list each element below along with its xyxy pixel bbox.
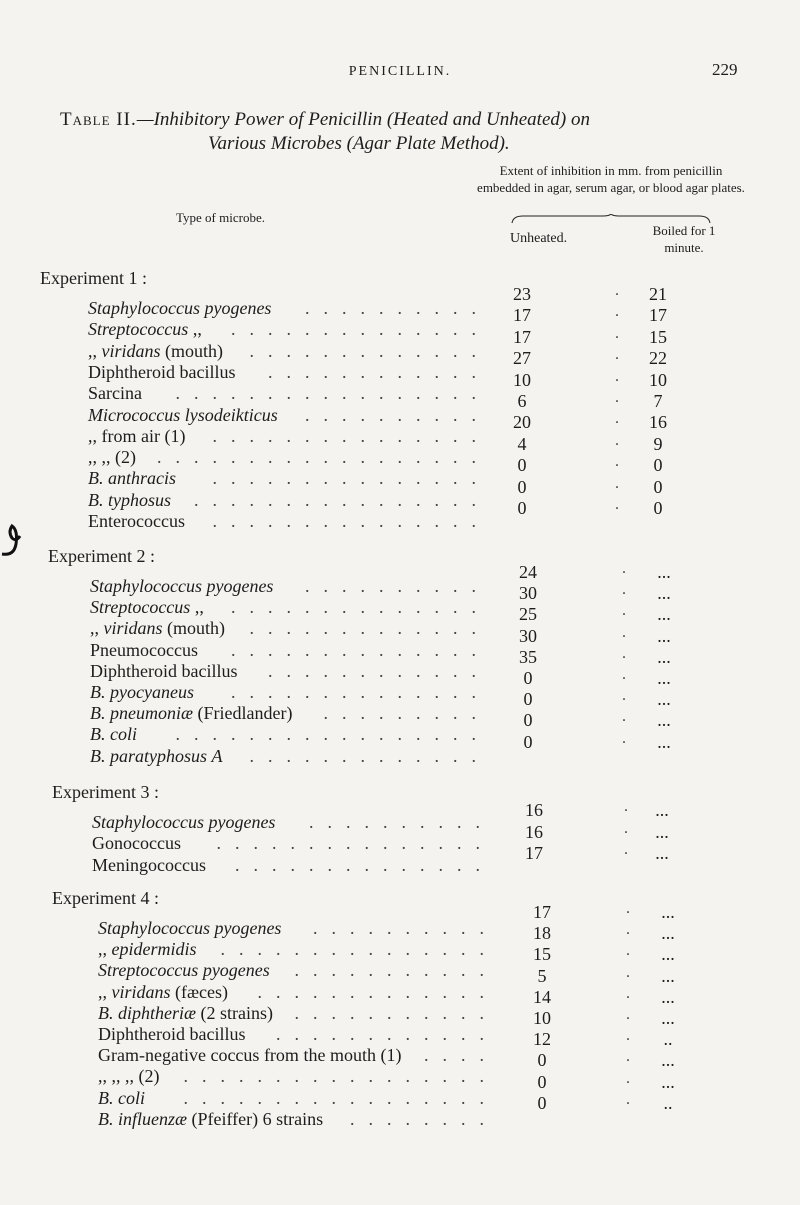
dot-leader: ................ — [194, 489, 490, 510]
value-boiled: ... — [657, 668, 671, 688]
value-unheated: 16 — [525, 821, 543, 842]
table-row — [90, 597, 490, 619]
table-row — [98, 918, 498, 940]
microbe-name: ,, ,, (2) — [88, 447, 136, 468]
value-boiled: ... — [661, 1008, 675, 1028]
microbe-name: Staphylococcus pyogenes — [98, 918, 282, 938]
microbe-name: Diphtheroid bacillus — [90, 660, 238, 681]
experiment-heading: Experiment 1 : — [40, 268, 147, 288]
table-row — [90, 576, 490, 598]
separator-dot: . — [622, 666, 626, 683]
separator-dot: . — [626, 1090, 630, 1108]
dot-leader: ............ — [268, 660, 490, 681]
value-unheated: 17 — [533, 902, 551, 922]
separator-dot: . — [624, 819, 628, 837]
microbe-name: ,, from air (1) — [88, 425, 186, 446]
value-unheated: 18 — [533, 923, 551, 944]
value-boiled: ... — [661, 965, 675, 986]
value-unheated: 30 — [519, 583, 537, 604]
value-unheated: 0 — [523, 689, 533, 710]
separator-dot: . — [626, 984, 630, 1002]
table-row — [92, 855, 494, 877]
dot-leader: .............. — [231, 319, 490, 340]
value-unheated: 24 — [519, 562, 537, 582]
value-boiled: ... — [657, 562, 671, 582]
value-unheated: 5 — [537, 965, 547, 986]
table-row — [90, 640, 490, 662]
separator-dot: . — [624, 841, 628, 858]
value-unheated: 17 — [525, 843, 543, 863]
separator-dot: . — [626, 1006, 630, 1023]
separator-dot: . — [626, 900, 630, 917]
separator-dot: . — [615, 474, 619, 492]
separator-dot: . — [615, 282, 619, 299]
table-row — [88, 511, 490, 533]
separator-dot: . — [615, 453, 619, 471]
microbe-name: Pneumococcus — [90, 639, 198, 660]
value-unheated: 25 — [519, 604, 537, 625]
value-boiled: .. — [663, 1092, 673, 1113]
table-row — [98, 1109, 498, 1131]
table-row — [90, 724, 490, 746]
table-row — [98, 1024, 498, 1046]
dot-leader: ............. — [257, 981, 498, 1002]
dot-leader: ................. — [175, 724, 490, 745]
value-boiled: 10 — [649, 369, 667, 390]
microbe-name: B. coli — [98, 1087, 145, 1108]
separator-dot: . — [615, 303, 619, 321]
value-unheated: 15 — [533, 944, 551, 965]
separator-dot: . — [622, 602, 626, 620]
microbe-name: Micrococcus lysodeikticus — [88, 404, 278, 425]
column-header-unheated: Unheated. — [510, 231, 568, 246]
separator-dot: . — [626, 921, 630, 939]
microbe-name: Staphylococcus pyogenes — [92, 812, 276, 832]
value-unheated: 0 — [537, 1071, 547, 1092]
separator-dot: . — [615, 431, 619, 449]
page-number: 229 — [712, 60, 738, 79]
value-unheated: 20 — [513, 412, 531, 433]
value-unheated: 12 — [533, 1029, 551, 1050]
value-boiled: ... — [657, 646, 671, 667]
value-boiled: 17 — [649, 305, 667, 326]
microbe-name: ,, viridans (mouth) — [88, 340, 224, 361]
value-boiled: 9 — [653, 433, 663, 454]
value-unheated: 10 — [533, 1008, 551, 1028]
dot-leader: ........ — [350, 1108, 498, 1129]
dot-leader: ............... — [216, 833, 494, 854]
value-unheated: 0 — [523, 710, 533, 731]
separator-dot: . — [622, 623, 626, 641]
dot-leader: ............... — [220, 939, 498, 960]
table-row — [88, 298, 490, 320]
dot-leader: ........... — [294, 1002, 498, 1023]
experiment-heading: Experiment 4 : — [52, 888, 159, 908]
table-row — [92, 833, 494, 855]
table-row — [88, 319, 490, 341]
table-row — [90, 661, 490, 683]
value-unheated: 16 — [525, 800, 543, 820]
dot-leader: .......... — [305, 404, 490, 425]
microbe-name: Streptococcus ,, — [88, 319, 202, 340]
dot-leader: ............. — [249, 618, 490, 639]
value-boiled: ... — [657, 604, 671, 625]
separator-dot: . — [622, 708, 626, 726]
separator-dot: . — [622, 644, 626, 662]
value-unheated: 0 — [523, 731, 533, 752]
table-row — [98, 939, 498, 961]
value-boiled: ... — [661, 1071, 675, 1092]
dot-leader: .......... — [305, 576, 490, 596]
microbe-name: Gram-negative coccus from the mouth (1) — [98, 1045, 402, 1066]
separator-dot: . — [622, 729, 626, 747]
table-row — [88, 468, 490, 490]
microbe-name: ,, viridans (mouth) — [90, 618, 226, 639]
separator-dot: . — [615, 410, 619, 428]
microbe-name: B. anthracis — [88, 468, 177, 489]
table-row — [88, 362, 490, 384]
column-header-boiled: Boiled for 1 minute. — [652, 223, 716, 255]
table-row — [98, 1045, 498, 1067]
value-unheated: 14 — [533, 986, 551, 1007]
value-unheated: 0 — [517, 476, 527, 497]
value-unheated: 23 — [513, 284, 531, 304]
table-row — [98, 960, 498, 982]
microbe-name: ,, viridans (fæces) — [98, 981, 228, 1002]
value-boiled: 21 — [649, 284, 667, 304]
microbe-name: B. diphtheriæ (2 strains) — [98, 1002, 274, 1023]
table-label: Table II. — [60, 109, 137, 130]
separator-dot: . — [622, 560, 626, 577]
dot-leader: ............. — [249, 340, 490, 361]
table-row — [90, 682, 490, 704]
value-boiled: 16 — [649, 412, 667, 433]
table-row — [88, 405, 490, 427]
value-boiled: ... — [655, 821, 669, 842]
separator-dot: . — [626, 1027, 630, 1045]
microbe-name: ,, epidermidis — [98, 939, 197, 960]
microbe-name: B. influenzæ (Pfeiffer) 6 strains — [98, 1108, 324, 1129]
dot-leader: ........... — [294, 960, 498, 981]
value-unheated: 0 — [537, 1050, 547, 1071]
microbe-name: ,, ,, ,, (2) — [98, 1066, 160, 1087]
table-row — [88, 426, 490, 448]
value-boiled: ... — [657, 625, 671, 646]
value-boiled: ... — [661, 923, 675, 944]
dot-leader: .............. — [231, 597, 490, 618]
microbe-name: Gonococcus — [92, 833, 181, 854]
table-row — [92, 812, 494, 834]
dot-leader: ................. — [175, 383, 490, 404]
dot-leader: ................. — [183, 1087, 498, 1108]
table-row — [90, 746, 490, 768]
dot-leader: ............. — [249, 745, 490, 766]
value-boiled: 0 — [653, 498, 663, 518]
microbe-name: Streptococcus ,, — [90, 597, 204, 618]
microbe-name: B. paratyphosus A — [90, 745, 223, 766]
separator-dot: . — [615, 389, 619, 406]
dot-leader: ............ — [268, 361, 490, 382]
microbe-name: Streptococcus pyogenes — [98, 960, 270, 981]
dot-leader: ............ — [276, 1024, 498, 1044]
separator-dot: . — [626, 942, 630, 960]
column-header-extent: Extent of inhibition in mm. from penicillin embedded in agar, serum agar, or blood agar plates. — [477, 163, 745, 195]
value-unheated: 6 — [517, 391, 527, 411]
value-boiled: ... — [655, 843, 669, 863]
value-boiled: ... — [661, 902, 675, 922]
separator-dot: . — [622, 687, 626, 705]
dot-leader: .......... — [313, 918, 498, 938]
separator-dot: . — [622, 581, 626, 599]
value-unheated: 0 — [523, 668, 533, 688]
separator-dot: . — [615, 496, 619, 513]
dot-leader: .......... — [305, 298, 490, 318]
separator-dot: . — [626, 1048, 630, 1066]
table-row — [88, 341, 490, 363]
value-unheated: 27 — [513, 348, 531, 369]
dot-leader: ......... — [323, 703, 490, 724]
value-boiled: 0 — [653, 476, 663, 497]
microbe-name: B. coli — [90, 724, 137, 745]
dot-leader: ............... — [212, 425, 490, 446]
microbe-name: B. typhosus — [88, 489, 171, 510]
column-header-type: Type of microbe. — [176, 210, 265, 225]
microbe-name: Enterococcus — [88, 511, 185, 531]
dot-leader: .... — [424, 1045, 498, 1066]
value-boiled: ... — [657, 710, 671, 731]
table-row — [90, 703, 490, 725]
microbe-name: B. pneumoniæ (Friedlander) — [90, 703, 293, 724]
table-row — [98, 1003, 498, 1025]
table-row — [88, 383, 490, 405]
table-title-line-1: —Inhibitory Power of Penicillin (Heated and Unheated) on — [136, 109, 590, 130]
value-unheated: 17 — [513, 326, 531, 347]
value-boiled: ... — [655, 800, 669, 820]
margin-mark-icon — [0, 520, 22, 568]
table-row — [90, 618, 490, 640]
table-row — [98, 1066, 498, 1088]
dot-leader: .......... — [309, 812, 494, 832]
table-row — [88, 447, 490, 469]
separator-dot: . — [615, 324, 619, 342]
value-unheated: 17 — [513, 305, 531, 326]
dot-leader: .................. — [157, 447, 490, 468]
value-boiled: ... — [661, 944, 675, 965]
table-caption — [60, 108, 750, 156]
value-unheated: 0 — [517, 498, 527, 518]
dot-leader: ............... — [212, 468, 490, 489]
dot-leader: .............. — [231, 682, 490, 702]
dot-leader: .............. — [235, 854, 494, 875]
microbe-name: Diphtheroid bacillus — [88, 361, 236, 382]
table-row — [98, 1088, 498, 1110]
value-boiled: ... — [657, 583, 671, 604]
value-unheated: 35 — [519, 646, 537, 667]
value-unheated: 0 — [517, 455, 527, 476]
separator-dot: . — [624, 798, 628, 815]
value-boiled: ... — [661, 986, 675, 1007]
table-title-line-2: Various Microbes (Agar Plate Method). — [208, 133, 510, 154]
value-boiled: 0 — [653, 455, 663, 476]
value-unheated: 10 — [513, 369, 531, 390]
experiment-heading: Experiment 3 : — [52, 782, 159, 802]
table-row — [88, 490, 490, 512]
experiment-heading: Experiment 2 : — [48, 546, 155, 566]
separator-dot: . — [615, 346, 619, 364]
dot-leader: ............... — [212, 511, 490, 531]
microbe-name: Meningococcus — [92, 854, 206, 875]
value-unheated: 4 — [517, 433, 527, 454]
value-unheated: 30 — [519, 625, 537, 646]
dot-leader: ................. — [183, 1066, 498, 1087]
value-unheated: 0 — [537, 1092, 547, 1113]
value-boiled: 22 — [649, 348, 667, 369]
separator-dot: . — [615, 367, 619, 385]
microbe-name: Sarcina — [88, 383, 142, 404]
table-row — [98, 982, 498, 1004]
microbe-name: Staphylococcus pyogenes — [88, 298, 272, 318]
value-boiled: ... — [657, 731, 671, 752]
microbe-name: Staphylococcus pyogenes — [90, 576, 274, 596]
value-boiled: ... — [661, 1050, 675, 1071]
running-head: PENICILLIN. — [348, 64, 452, 79]
separator-dot: . — [626, 1069, 630, 1087]
dot-leader: .............. — [231, 639, 490, 660]
microbe-name: B. pyocyaneus — [90, 682, 194, 702]
value-boiled: 7 — [653, 391, 663, 411]
value-boiled: .. — [663, 1029, 673, 1050]
microbe-name: Diphtheroid bacillus — [98, 1024, 246, 1044]
separator-dot: . — [626, 963, 630, 981]
value-boiled: 15 — [649, 326, 667, 347]
value-boiled: ... — [657, 689, 671, 710]
